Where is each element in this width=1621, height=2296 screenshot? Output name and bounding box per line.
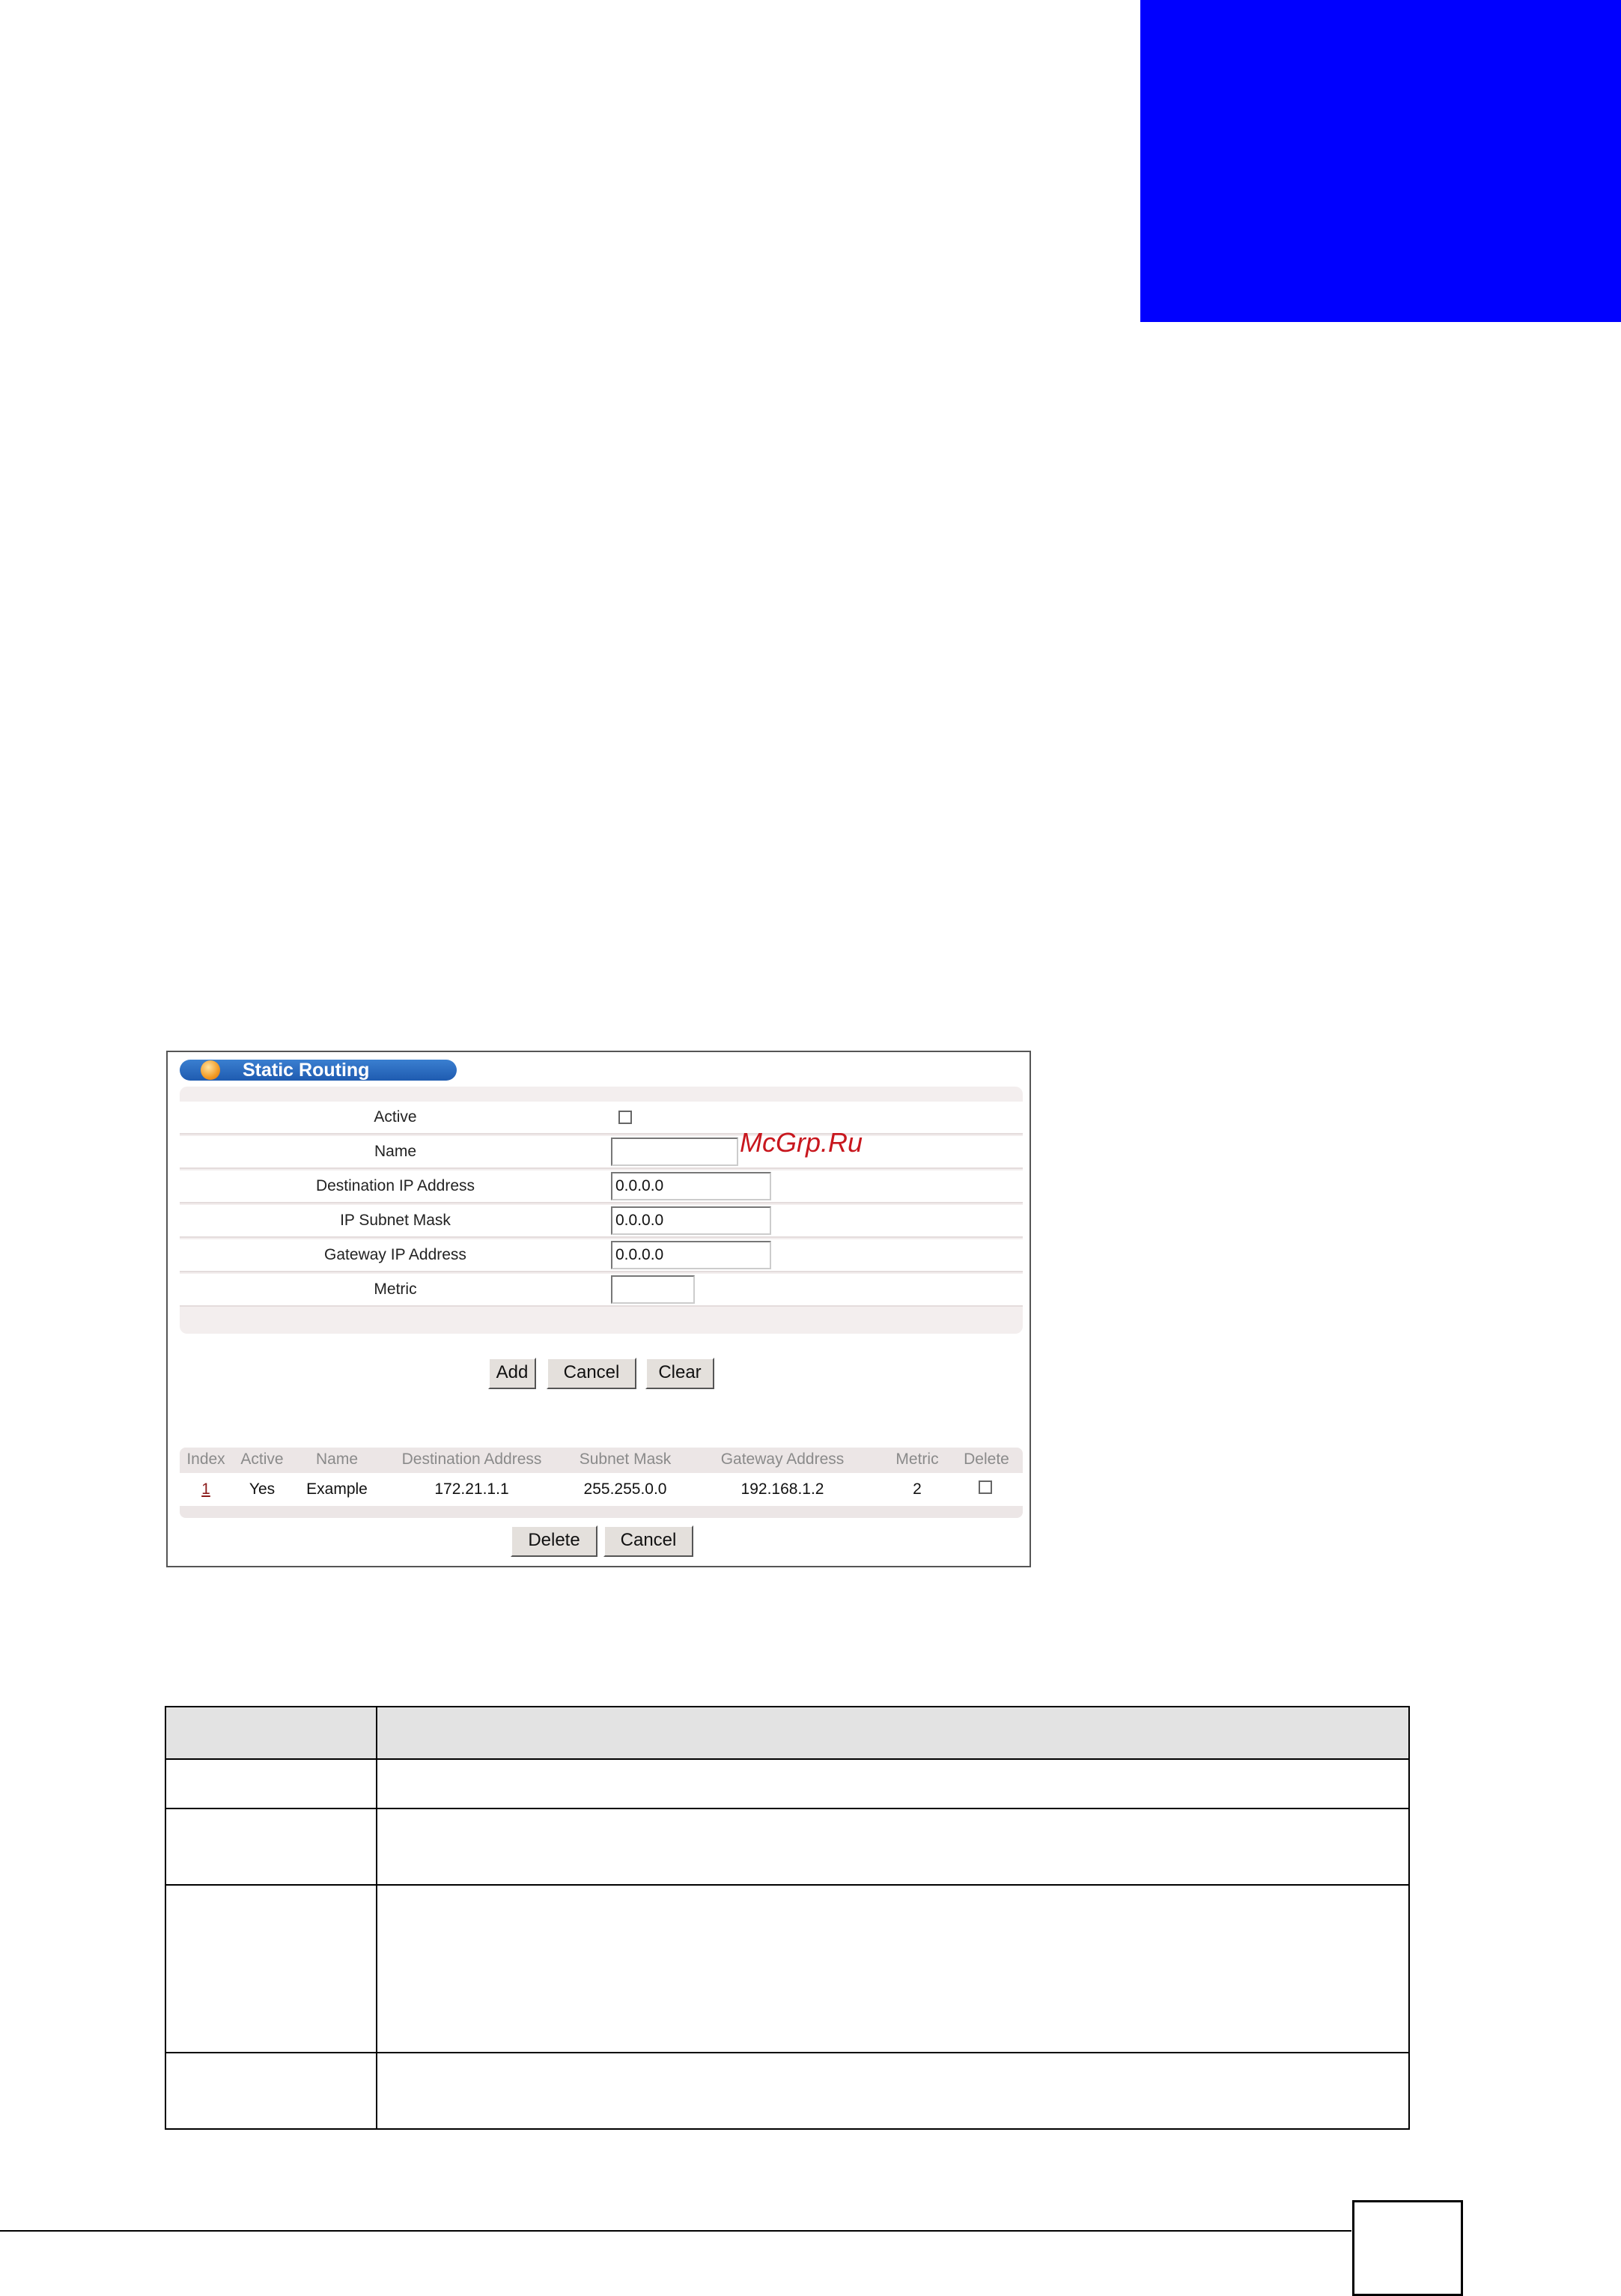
col-metric: Metric [895,1451,939,1468]
row-name: Example [306,1480,368,1498]
row-destination [180,1170,1023,1203]
header-cell-label [165,1707,377,1759]
subnet-label: IP Subnet Mask [340,1212,451,1229]
table-cell [377,1759,1409,1808]
panel-header [180,1060,457,1081]
row-subnet: 255.255.0.0 [583,1480,667,1498]
row-active [180,1102,1023,1135]
description-table [165,1706,1410,2130]
table-cell [165,1759,377,1808]
col-index: Index [186,1451,225,1468]
row-gateway [180,1239,1023,1272]
metric-label: Metric [374,1281,417,1298]
destination-ip-input[interactable] [611,1172,771,1200]
panel-title: Static Routing [243,1060,370,1081]
table-cell [377,2053,1409,2129]
header-cell-description [377,1707,1409,1759]
row-metric: 2 [913,1480,922,1498]
row-index-link[interactable]: 1 [201,1480,210,1498]
col-delete: Delete [964,1451,1009,1468]
table-cell [165,1808,377,1885]
row-metric [180,1274,1023,1307]
table-cell [165,1885,377,2053]
row-gateway: 192.168.1.2 [740,1480,824,1498]
page-number-box [1352,2200,1463,2296]
delete-button[interactable]: Delete [511,1525,597,1557]
active-checkbox[interactable] [618,1111,632,1124]
gateway-ip-input[interactable] [611,1241,771,1269]
route-table-footer [180,1506,1023,1518]
route-form [180,1087,1023,1334]
table-row [165,1759,1409,1808]
chapter-tab [1140,0,1621,322]
table-cell [377,1808,1409,1885]
col-subnet: Subnet Mask [579,1451,672,1468]
row-destination: 172.21.1.1 [434,1480,509,1498]
destination-label: Destination IP Address [315,1177,475,1194]
metric-input[interactable] [611,1275,695,1304]
route-table-header [180,1448,1023,1473]
name-input[interactable] [611,1138,738,1166]
orb-icon [201,1060,220,1080]
gateway-label: Gateway IP Address [324,1246,466,1263]
table-row [180,1473,1023,1506]
col-active: Active [240,1451,284,1468]
row-active: Yes [249,1480,276,1498]
name-label: Name [374,1143,417,1160]
cancel-button[interactable]: Cancel [547,1358,636,1389]
watermark: McGrp.Ru [740,1127,863,1158]
row-name [180,1136,1023,1169]
static-routing-screenshot [166,1051,1031,1567]
table-cell [377,1885,1409,2053]
footer-rule [0,2230,1351,2232]
subnet-mask-input[interactable] [611,1206,771,1235]
table-row [165,1808,1409,1885]
table-row [165,1885,1409,2053]
list-cancel-button[interactable]: Cancel [603,1525,693,1557]
table-cell [165,2053,377,2129]
col-name: Name [315,1451,359,1468]
clear-button[interactable]: Clear [645,1358,714,1389]
active-label: Active [374,1108,417,1126]
add-button[interactable]: Add [488,1358,536,1389]
col-destination: Destination Address [401,1451,542,1468]
row-delete-checkbox[interactable] [979,1480,992,1494]
col-gateway: Gateway Address [720,1451,845,1468]
table-header-row [165,1707,1409,1759]
table-row [165,2053,1409,2129]
row-subnet [180,1205,1023,1238]
